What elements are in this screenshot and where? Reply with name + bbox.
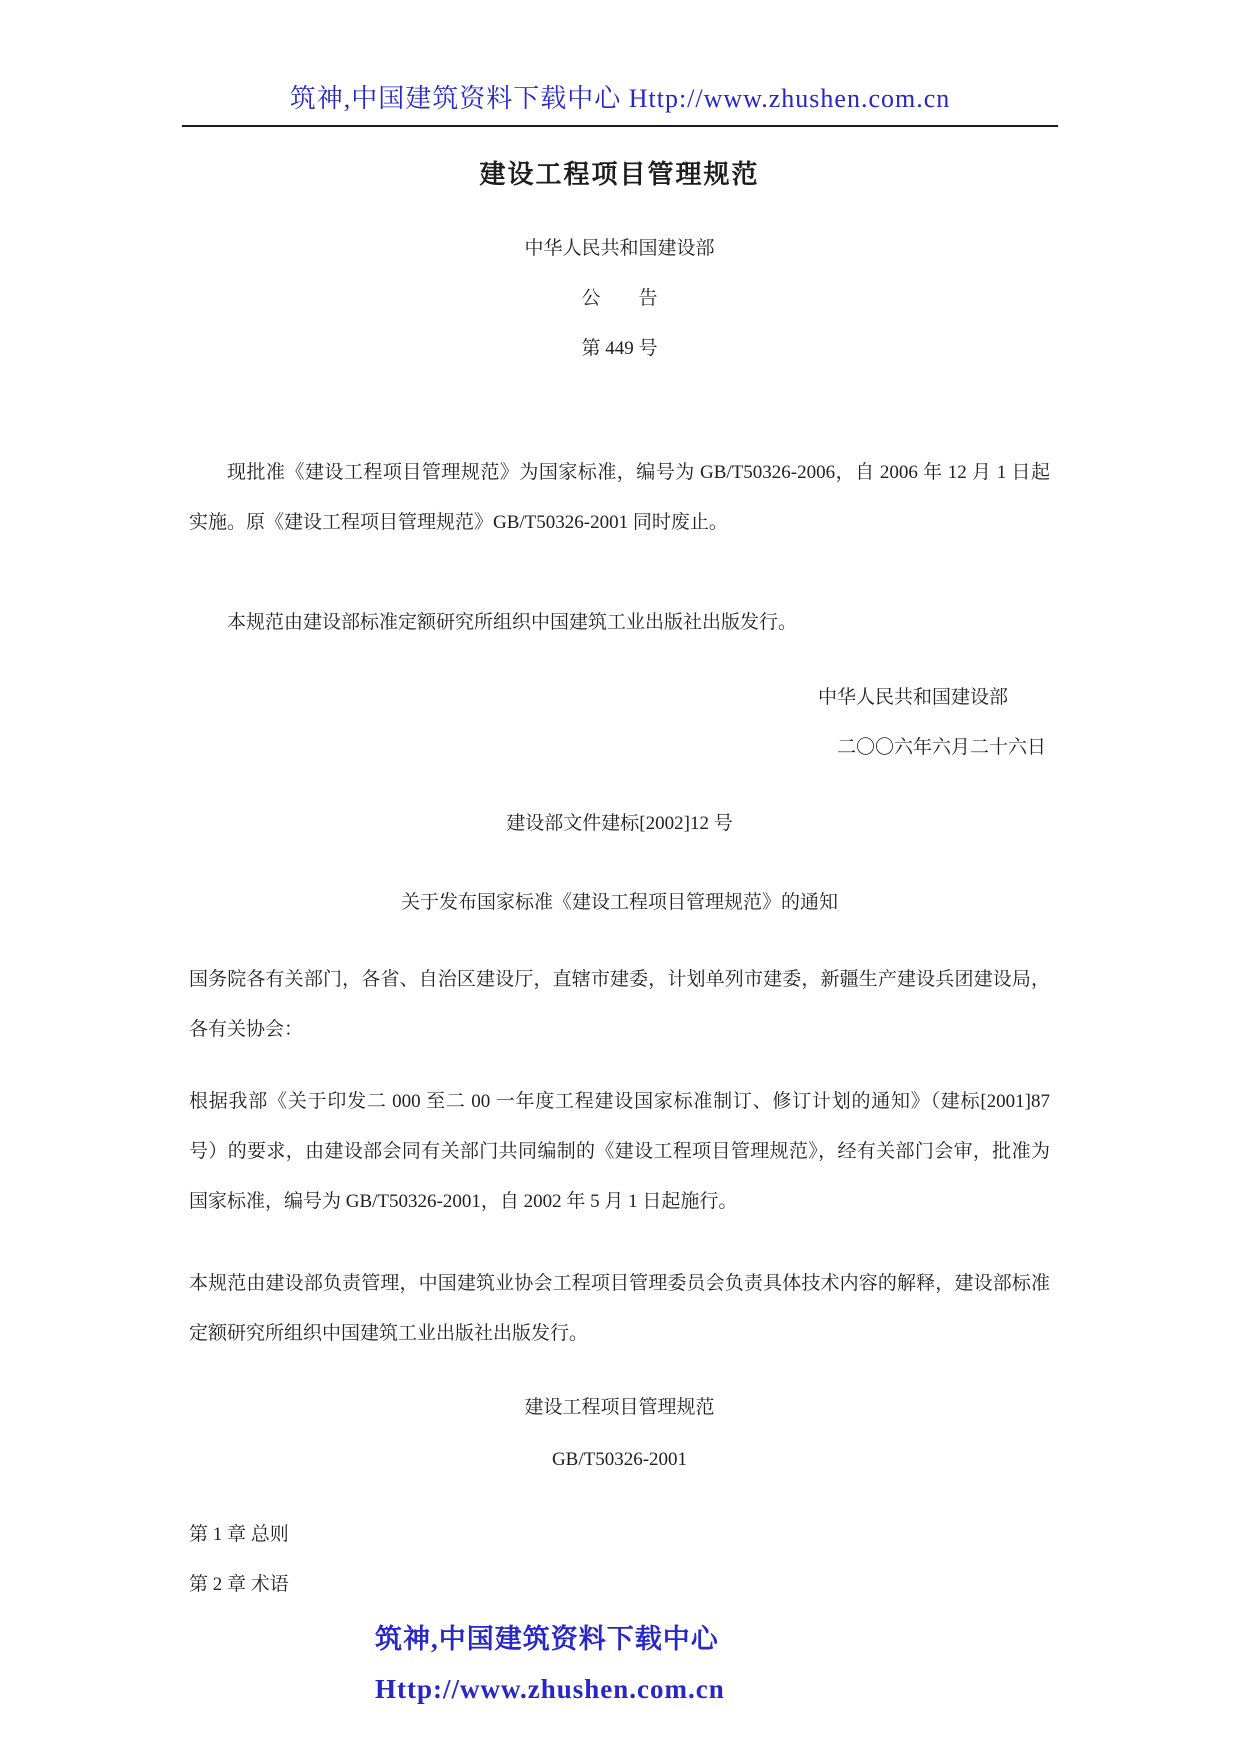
- circular-subject: 关于发布国家标准《建设工程项目管理规范》的通知: [400, 892, 838, 913]
- signature-date: 二〇〇六年六月二十六日: [836, 737, 1046, 758]
- page-footer: [189, 1610, 1050, 1718]
- announcement-paragraph-2: 本规范由建设部标准定额研究所组织中国建筑工业出版社出版发行。: [227, 612, 798, 633]
- document-body: [0, 157, 1240, 1718]
- page-header: [182, 0, 1058, 127]
- signature-organization: 中华人民共和国建设部: [817, 687, 1008, 708]
- toc-item-chapter-2: 第 2 章 术语: [189, 1574, 289, 1595]
- standard-code: GB/T50326-2001: [551, 1449, 688, 1470]
- circular-paragraph-2: 本规范由建设部负责管理，中国建筑业协会工程项目管理委员会负责具体技术内容的解释，建设部标准定额研究所组织中国建筑工业出版社出版发行。: [189, 1273, 1050, 1344]
- table-of-contents: [189, 1510, 1050, 1610]
- announcement-issuer: 中华人民共和国建设部: [524, 238, 715, 259]
- circular-doc-ref: 建设部文件建标[2002]12 号: [506, 813, 733, 834]
- announcement-paragraph-1: 现批准《建设工程项目管理规范》为国家标准，编号为 GB/T50326-2006，自 2006 年 12 月 1 日起实施。原《建设工程项目管理规范》GB/T50326-2001 同时废止。: [189, 462, 1050, 533]
- document-title: 建设工程项目管理规范: [479, 159, 760, 189]
- header-site-link[interactable]: 筑神,中国建筑资料下载中心 Http://www.zhushen.com.cn: [289, 84, 951, 113]
- circular-addressees: 国务院各有关部门，各省、自治区建设厅，直辖市建委，计划单列市建委，新疆生产建设兵团建设局，各有关协会：: [189, 969, 1050, 1040]
- toc-item-chapter-1: 第 1 章 总则: [189, 1524, 289, 1545]
- announcement-number: 第 449 号: [581, 338, 658, 359]
- footer-site-link[interactable]: 筑神,中国建筑资料下载中心 Http://www.zhushen.com.cn: [375, 1624, 725, 1704]
- standard-name: 建设工程项目管理规范: [524, 1397, 715, 1418]
- announcement-type: 公 告: [581, 288, 658, 309]
- circular-paragraph-1: 根据我部《关于印发二 000 至二 00 一年度工程建设国家标准制订、修订计划的通知》（建标[2001]87 号）的要求，由建设部会同有关部门共同编制的《建设工程项目管理规范》，经有关部门会审，批准为国家标准，编号为 GB/T50326-2001，自 2002 年 5 月 1 日起施行。: [189, 1091, 1050, 1212]
